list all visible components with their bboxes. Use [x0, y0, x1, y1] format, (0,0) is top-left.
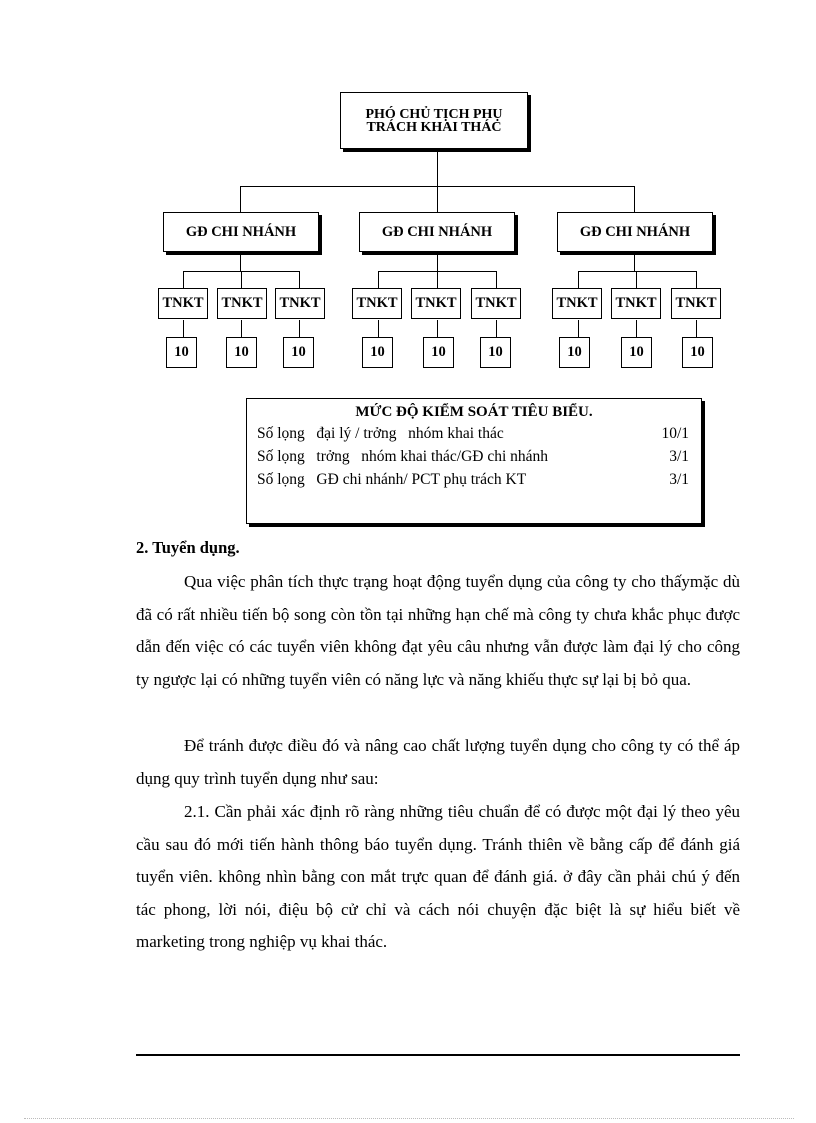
agent-count-box — [559, 337, 590, 368]
team-label: TNKT — [556, 295, 598, 311]
paragraph: 2.1. Cần phải xác định rõ ràng những tiêu chuẩn để có được một đại lý theo yêu cầu sau đó mới tiến hành thông báo tuyển dụng. Tránh thiên về bằng cấp để đánh giá tuyển viên. không nhìn bằng con mắt trực quan để đánh giá. ở đây cần phải chú ý đến tác phong, lời nói, điệu bộ cử chỉ và cách nói chuyện đặc biệt là sự hiểu biết về marketing trong nghiệp vụ khai thác. — [136, 802, 740, 952]
agent-count: 10 — [488, 344, 503, 360]
team-box — [471, 288, 521, 319]
agent-count: 10 — [291, 344, 306, 360]
agent-count: 10 — [234, 344, 249, 360]
agent-count-box — [166, 337, 197, 368]
control-summary-label: Số lọng đại lý / trởng nhóm khai thác — [257, 425, 504, 442]
connector — [636, 271, 637, 288]
team-label: TNKT — [162, 295, 204, 311]
team-box — [275, 288, 325, 319]
agent-count-box — [226, 337, 257, 368]
agent-count-box — [283, 337, 314, 368]
team-box — [158, 288, 208, 319]
team-label: TNKT — [415, 295, 457, 311]
control-summary-label: Số lọng GĐ chi nhánh/ PCT phụ trách KT — [257, 471, 527, 488]
vice-chairman-line1: PHÓ CHỦ TỊCH PHỤ — [365, 106, 503, 122]
branch-director-label: GĐ CHI NHÁNH — [185, 223, 297, 240]
connector — [696, 320, 697, 337]
team-box — [611, 288, 661, 319]
connector — [437, 255, 438, 271]
branch-director-box — [163, 212, 319, 252]
agent-count: 10 — [690, 344, 705, 360]
connector — [437, 271, 438, 288]
agent-count: 10 — [629, 344, 644, 360]
agent-count-box — [480, 337, 511, 368]
page-bottom-dotted-line — [24, 1118, 794, 1119]
control-summary-value: 3/1 — [669, 471, 689, 488]
agent-count: 10 — [431, 344, 446, 360]
agent-count-box — [682, 337, 713, 368]
connector — [578, 320, 579, 337]
connector — [578, 271, 579, 288]
section-heading: 2. Tuyển dụng. — [136, 538, 240, 557]
connector — [299, 271, 300, 288]
connector — [634, 255, 635, 271]
connector — [437, 151, 438, 186]
connector — [241, 320, 242, 337]
connector — [696, 271, 697, 288]
agent-count: 10 — [174, 344, 189, 360]
team-box — [552, 288, 602, 319]
team-label: TNKT — [615, 295, 657, 311]
team-label: TNKT — [675, 295, 717, 311]
team-box — [217, 288, 267, 319]
team-box — [352, 288, 402, 319]
connector — [437, 320, 438, 337]
vice-chairman-box — [340, 92, 528, 149]
connector — [496, 271, 497, 288]
agent-count-box — [362, 337, 393, 368]
team-box — [411, 288, 461, 319]
vice-chairman-line2: TRÁCH KHAI THÁC — [366, 119, 502, 135]
control-summary-row — [257, 425, 689, 447]
control-summary-value: 10/1 — [661, 425, 689, 442]
team-label: TNKT — [475, 295, 517, 311]
team-box — [671, 288, 721, 319]
connector — [299, 320, 300, 337]
control-summary-row — [257, 471, 689, 493]
connector — [183, 320, 184, 337]
paragraph: Qua việc phân tích thực trạng hoạt động tuyển dụng của công ty cho thấymặc dù đã có rất nhiều tiến bộ song còn tồn tại những hạn chế mà công ty chưa khắc phục được dẫn đến việc có các tuyển viên không đạt yêu câu nhưng vẫn được làm đại lý cho công ty ngược lại có những tuyển viên có năng lực và năng khiếu thực sự lại bị bỏ qua. — [136, 572, 740, 689]
control-summary-value: 3/1 — [669, 448, 689, 465]
connector — [240, 255, 241, 271]
connector — [240, 186, 241, 212]
team-label: TNKT — [279, 295, 321, 311]
branch-director-label: GĐ CHI NHÁNH — [579, 223, 691, 240]
control-summary-title: MỨC ĐỘ KIỂM SOÁT TIÊU BIỂU. — [355, 404, 593, 420]
connector — [241, 271, 242, 288]
team-label: TNKT — [221, 295, 263, 311]
control-summary-row — [257, 448, 689, 470]
connector — [636, 320, 637, 337]
paragraph: Để tránh được điều đó và nâng cao chất lượng tuyển dụng cho công ty có thể áp dụng quy trình tuyển dụng như sau: — [136, 736, 740, 788]
connector — [378, 271, 379, 288]
control-summary-box — [246, 398, 702, 524]
connector — [183, 271, 184, 288]
control-summary-label: Số lọng trởng nhóm khai thác/GĐ chi nhánh — [257, 448, 549, 465]
branch-director-box — [557, 212, 713, 252]
connector — [378, 320, 379, 337]
agent-count: 10 — [370, 344, 385, 360]
connector — [634, 186, 635, 212]
connector — [496, 320, 497, 337]
agent-count: 10 — [567, 344, 582, 360]
team-label: TNKT — [356, 295, 398, 311]
agent-count-box — [621, 337, 652, 368]
branch-director-box — [359, 212, 515, 252]
branch-director-label: GĐ CHI NHÁNH — [381, 223, 493, 240]
connector — [437, 186, 438, 212]
footer-rule — [136, 1054, 740, 1056]
agent-count-box — [423, 337, 454, 368]
connector — [578, 271, 697, 272]
